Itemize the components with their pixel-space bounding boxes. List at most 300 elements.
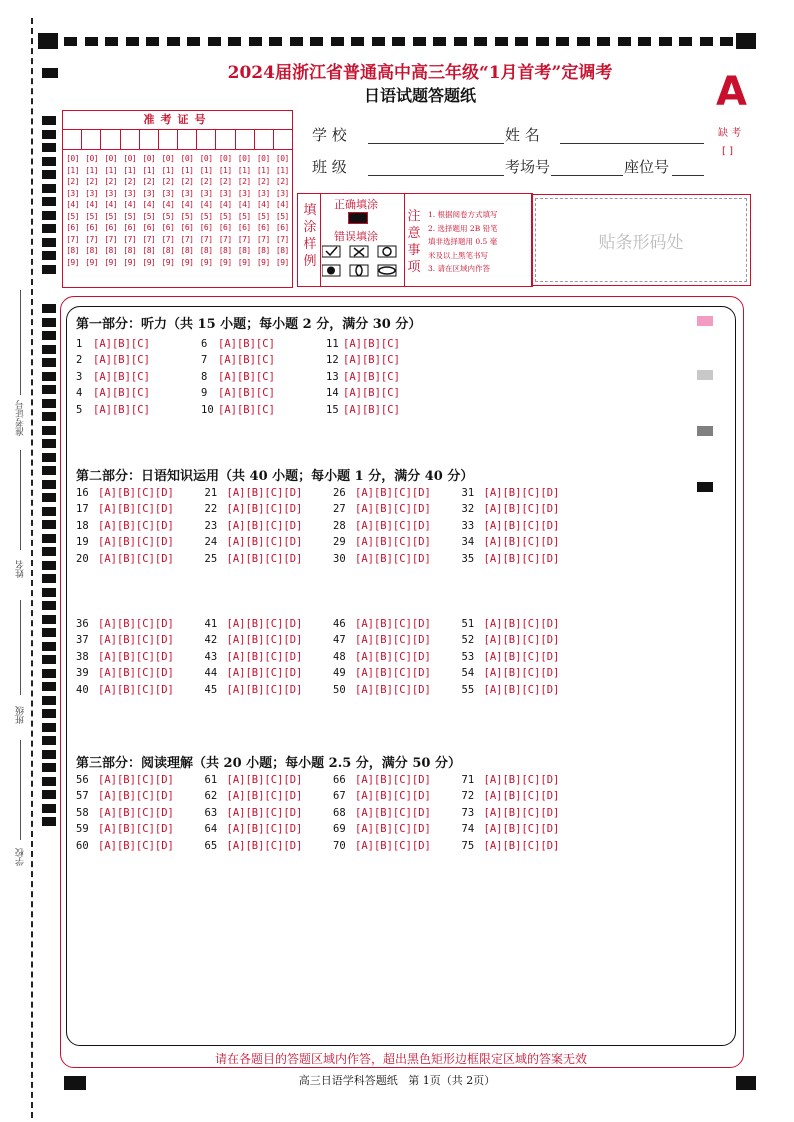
exam-id-bubble[interactable]: [5] <box>275 211 289 221</box>
exam-id-box[interactable] <box>255 130 274 149</box>
exam-id-bubble[interactable]: [4] <box>218 200 232 209</box>
answer-options[interactable]: [A][B][C][D] <box>98 683 174 696</box>
exam-id-bubble[interactable]: [7] <box>161 234 175 244</box>
answer-options[interactable]: [A][B][C][D] <box>98 519 174 532</box>
exam-id-bubble[interactable]: [4] <box>161 200 175 209</box>
answer-options[interactable]: [A][B][C] <box>218 370 275 383</box>
exam-id-box[interactable] <box>121 130 140 149</box>
exam-id-bubble[interactable]: [1] <box>66 165 80 175</box>
exam-id-bubble[interactable]: [4] <box>275 200 289 209</box>
timing-mark <box>42 520 56 529</box>
timing-mark <box>42 696 56 705</box>
exam-id-bubble[interactable]: [0] <box>66 154 80 163</box>
question-row <box>333 788 431 804</box>
answer-options[interactable]: [A][B][C][D] <box>355 806 431 819</box>
answer-options[interactable]: [A][B][C] <box>343 354 400 367</box>
answer-options[interactable]: [A][B][C][D] <box>226 667 303 680</box>
question-row <box>76 518 174 534</box>
question-column <box>333 485 431 567</box>
question-number: 32 <box>461 503 475 516</box>
answer-options[interactable]: [A][B][C][D] <box>226 487 303 499</box>
exam-id-box[interactable] <box>178 130 197 149</box>
exam-id-bubble[interactable]: [8] <box>85 246 99 255</box>
question-column <box>462 485 560 567</box>
timing-dash <box>331 37 344 46</box>
exam-id-bubble[interactable]: [3] <box>218 188 232 198</box>
question-number: 54 <box>461 667 475 680</box>
exam-id-bubble[interactable]: [4] <box>142 200 156 209</box>
exam-id-bubble[interactable]: [7] <box>142 234 156 244</box>
question-number: 56 <box>76 774 89 786</box>
question-number: 22 <box>204 503 218 516</box>
question-number: 74 <box>461 823 475 836</box>
question-number: 23 <box>204 519 218 532</box>
answer-options[interactable]: [A][B][C] <box>93 354 150 367</box>
exam-id-bubble[interactable]: [2] <box>218 177 232 186</box>
exam-id-bubble[interactable]: [8] <box>237 246 251 255</box>
question-number: 11 <box>326 338 339 350</box>
question-row <box>205 838 303 854</box>
answer-options[interactable]: [A][B][C] <box>93 338 150 350</box>
exam-id-bubble[interactable]: [0] <box>237 154 251 163</box>
answer-options[interactable]: [A][B][C][D] <box>98 823 174 836</box>
exam-id-bubble[interactable]: [7] <box>237 234 251 244</box>
question-number: 46 <box>333 618 346 630</box>
answer-options[interactable]: [A][B][C] <box>343 403 400 416</box>
answer-options[interactable]: [A][B][C][D] <box>98 503 174 516</box>
exam-id-box[interactable] <box>159 130 178 149</box>
question-row <box>76 632 174 648</box>
exam-id-box[interactable] <box>274 130 292 149</box>
answer-options[interactable]: [A][B][C] <box>218 387 275 400</box>
seat-field[interactable] <box>672 175 704 176</box>
question-row <box>462 805 560 821</box>
question-number: 63 <box>204 806 218 819</box>
timing-mark <box>42 116 56 125</box>
exam-id-bubble[interactable]: [5] <box>66 211 80 221</box>
timing-dash <box>105 37 118 46</box>
question-row <box>333 534 431 550</box>
question-row <box>76 649 174 665</box>
exam-id-bubble[interactable]: [2] <box>275 177 289 186</box>
exam-id-bubble[interactable]: [1] <box>142 165 156 175</box>
question-row <box>333 838 431 854</box>
question-row <box>462 501 560 517</box>
timing-dash <box>618 37 631 46</box>
exam-id-box[interactable] <box>197 130 216 149</box>
timing-mark <box>42 318 56 327</box>
answer-options[interactable]: [A][B][C] <box>218 403 275 416</box>
answer-options[interactable]: [A][B][C][D] <box>226 839 303 852</box>
timing-dash <box>413 37 426 46</box>
exam-id-bubble[interactable]: [9] <box>237 257 251 267</box>
answer-options[interactable]: [A][B][C][D] <box>226 634 303 647</box>
exam-id-bubble[interactable]: [2] <box>161 177 175 186</box>
exam-id-bubble[interactable]: [0] <box>142 154 156 163</box>
answer-options[interactable]: [A][B][C][D] <box>483 806 560 819</box>
exam-id-bubble[interactable]: [5] <box>123 211 137 221</box>
answer-options[interactable]: [A][B][C][D] <box>98 790 174 803</box>
exam-id-bubble[interactable]: [3] <box>256 188 270 198</box>
question-number: 42 <box>204 634 218 647</box>
answer-options[interactable]: [A][B][C][D] <box>226 683 303 696</box>
exam-id-bubble[interactable]: [8] <box>256 246 270 255</box>
timing-mark <box>42 790 56 799</box>
exam-id-bubble[interactable]: [5] <box>142 211 156 221</box>
exam-id-bubble[interactable]: [6] <box>256 223 270 232</box>
question-number: 66 <box>333 774 346 786</box>
exam-id-bubble[interactable]: [0] <box>180 154 194 163</box>
room-field[interactable] <box>551 175 623 176</box>
answer-options[interactable]: [A][B][C][D] <box>355 503 431 516</box>
exam-id-bubble[interactable]: [8] <box>161 246 175 255</box>
exam-id-bubble[interactable]: [9] <box>275 257 289 267</box>
exam-id-bubble[interactable]: [1] <box>237 165 251 175</box>
answer-options[interactable]: [A][B][C][D] <box>226 519 303 532</box>
exam-id-bubble[interactable]: [8] <box>123 246 137 255</box>
question-row <box>462 772 560 788</box>
answer-options[interactable]: [A][B][C][D] <box>98 634 174 647</box>
timing-mark <box>42 211 56 220</box>
timing-dash <box>433 37 446 46</box>
exam-id-bubble[interactable]: [8] <box>199 246 213 255</box>
exam-id-bubble[interactable]: [8] <box>275 246 289 255</box>
answer-options[interactable]: [A][B][C][D] <box>355 618 431 630</box>
timing-mark <box>42 170 56 179</box>
exam-id-bubble[interactable]: [8] <box>66 246 80 255</box>
question-row <box>205 665 303 681</box>
exam-id-bubble[interactable]: [5] <box>104 211 118 221</box>
exam-id-bubble[interactable]: [9] <box>142 257 156 267</box>
exam-id-bubble[interactable]: [1] <box>218 165 232 175</box>
answer-options[interactable]: [A][B][C][D] <box>483 683 560 696</box>
exam-id-bubble[interactable]: [2] <box>180 177 194 186</box>
exam-id-bubble[interactable]: [4] <box>180 200 194 209</box>
question-row <box>462 682 560 698</box>
exam-id-bubble[interactable]: [6] <box>123 223 137 232</box>
question-number: 7 <box>201 354 208 367</box>
exam-id-box[interactable] <box>82 130 101 149</box>
barcode-label: 贴条形码处 <box>535 198 747 282</box>
question-number: 44 <box>204 667 218 680</box>
cut-line <box>31 18 33 1118</box>
answer-options[interactable]: [A][B][C][D] <box>226 536 303 549</box>
exam-id-bubble[interactable]: [4] <box>104 200 118 209</box>
answer-options[interactable]: [A][B][C][D] <box>355 823 431 836</box>
exam-id-bubble[interactable]: [4] <box>199 200 213 209</box>
exam-id-bubble[interactable]: [5] <box>237 211 251 221</box>
exam-id-grid <box>62 110 293 288</box>
answer-options[interactable]: [A][B][C][D] <box>355 650 431 663</box>
exam-id-bubble[interactable]: [9] <box>218 257 232 267</box>
answer-options[interactable]: [A][B][C][D] <box>355 683 431 696</box>
answer-options[interactable]: [A][B][C][D] <box>355 790 431 803</box>
exam-id-bubble[interactable]: [4] <box>256 200 270 209</box>
answer-options[interactable]: [A][B][C][D] <box>483 487 560 499</box>
answer-options[interactable]: [A][B][C][D] <box>483 650 560 663</box>
answer-options[interactable]: [A][B][C][D] <box>483 774 560 786</box>
exam-id-box[interactable] <box>216 130 235 149</box>
side-label-school: 学校 <box>16 848 26 866</box>
answer-options[interactable]: [A][B][C][D] <box>355 536 431 549</box>
exam-id-bubble[interactable]: [8] <box>180 246 194 255</box>
exam-id-bubble[interactable]: [9] <box>199 257 213 267</box>
question-column <box>326 336 400 418</box>
answer-options[interactable]: [A][B][C][D] <box>226 650 303 663</box>
answer-options[interactable]: [A][B][C][D] <box>226 806 303 819</box>
exam-id-bubble[interactable]: [6] <box>104 223 118 232</box>
exam-id-bubble[interactable]: [2] <box>199 177 213 186</box>
exam-id-bubble[interactable]: [7] <box>218 234 232 244</box>
answer-options[interactable]: [A][B][C] <box>93 370 150 383</box>
exam-id-bubble[interactable]: [6] <box>180 223 194 232</box>
answer-options[interactable]: [A][B][C][D] <box>483 519 560 532</box>
answer-options[interactable]: [A][B][C][D] <box>226 552 303 565</box>
exam-id-bubble[interactable]: [1] <box>104 165 118 175</box>
question-number: 36 <box>76 618 89 630</box>
name-field[interactable] <box>560 143 704 144</box>
barcode-area <box>531 194 751 286</box>
exam-id-box[interactable] <box>236 130 255 149</box>
answer-options[interactable]: [A][B][C][D] <box>226 823 303 836</box>
answer-options[interactable]: [A][B][C][D] <box>483 618 560 630</box>
answer-options[interactable]: [A][B][C][D] <box>483 790 560 803</box>
question-number: 26 <box>333 487 346 499</box>
exam-id-bubble[interactable]: [7] <box>199 234 213 244</box>
exam-id-bubble[interactable]: [8] <box>142 246 156 255</box>
exam-id-bubble[interactable]: [3] <box>66 188 80 198</box>
question-row <box>326 369 400 385</box>
question-row <box>205 501 303 517</box>
answer-options[interactable]: [A][B][C] <box>343 338 400 350</box>
timing-mark <box>42 385 56 394</box>
room-label: 考场号 <box>505 158 551 176</box>
answer-options[interactable]: [A][B][C][D] <box>226 618 303 630</box>
answer-options[interactable]: [A][B][C] <box>218 338 275 350</box>
exam-id-box[interactable] <box>101 130 120 149</box>
exam-id-bubble[interactable]: [4] <box>123 200 137 209</box>
answer-options[interactable]: [A][B][C][D] <box>226 790 303 803</box>
exam-id-bubble[interactable]: [7] <box>256 234 270 244</box>
answer-options[interactable]: [A][B][C][D] <box>355 774 431 786</box>
timing-mark <box>42 426 56 435</box>
answer-options[interactable]: [A][B][C][D] <box>98 806 174 819</box>
timing-dash <box>597 37 610 46</box>
answer-options[interactable]: [A][B][C][D] <box>483 503 560 516</box>
answer-options[interactable]: [A][B][C][D] <box>98 487 174 499</box>
exam-id-bubble[interactable]: [7] <box>180 234 194 244</box>
exam-id-bubble[interactable]: [3] <box>237 188 251 198</box>
answer-options[interactable]: [A][B][C][D] <box>98 839 174 852</box>
exam-id-bubble[interactable]: [0] <box>275 154 289 163</box>
answer-options[interactable]: [A][B][C][D] <box>483 667 560 680</box>
timing-mark <box>42 453 56 462</box>
exam-id-bubble[interactable]: [9] <box>85 257 99 267</box>
exam-id-bubble[interactable]: [5] <box>218 211 232 221</box>
question-number: 2 <box>76 354 83 367</box>
answer-options[interactable]: [A][B][C][D] <box>355 839 431 852</box>
exam-id-bubble[interactable]: [6] <box>237 223 251 232</box>
question-row <box>462 821 560 837</box>
question-row <box>205 534 303 550</box>
exam-id-bubble[interactable]: [7] <box>104 234 118 244</box>
answer-options[interactable]: [A][B][C][D] <box>355 634 431 647</box>
question-row <box>205 649 303 665</box>
exam-id-bubble[interactable]: [0] <box>218 154 232 163</box>
question-row <box>333 682 431 698</box>
exam-id-bubble[interactable]: [5] <box>85 211 99 221</box>
exam-id-bubble[interactable]: [9] <box>104 257 118 267</box>
question-number: 73 <box>461 806 475 819</box>
timing-mark <box>42 601 56 610</box>
question-number: 37 <box>76 634 89 647</box>
exam-id-bubble[interactable]: [7] <box>123 234 137 244</box>
timing-mark <box>42 157 56 166</box>
class-field[interactable] <box>368 175 504 176</box>
exam-id-bubble[interactable]: [4] <box>66 200 80 209</box>
exam-id-bubble[interactable]: [1] <box>275 165 289 175</box>
answer-options[interactable]: [A][B][C][D] <box>98 536 174 549</box>
school-field[interactable] <box>368 143 504 144</box>
timing-mark <box>42 507 56 516</box>
answer-options[interactable]: [A][B][C][D] <box>483 823 560 836</box>
answer-options[interactable]: [A][B][C][D] <box>98 667 174 680</box>
exam-id-bubble[interactable]: [2] <box>104 177 118 186</box>
answer-options[interactable]: [A][B][C][D] <box>98 774 174 786</box>
answer-options[interactable]: [A][B][C][D] <box>98 650 174 663</box>
exam-id-bubble[interactable]: [2] <box>256 177 270 186</box>
exam-id-bubble[interactable]: [8] <box>218 246 232 255</box>
exam-id-box[interactable] <box>63 130 82 149</box>
answer-options[interactable]: [A][B][C][D] <box>226 503 303 516</box>
exam-id-bubble[interactable]: [9] <box>256 257 270 267</box>
exam-id-bubble[interactable]: [3] <box>161 188 175 198</box>
exam-id-bubble[interactable]: [2] <box>85 177 99 186</box>
exam-id-bubble[interactable]: [9] <box>161 257 175 267</box>
exam-id-bubble[interactable]: [0] <box>85 154 99 163</box>
exam-id-bubble[interactable]: [3] <box>142 188 156 198</box>
exam-id-bubble[interactable]: [9] <box>180 257 194 267</box>
answer-options[interactable]: [A][B][C][D] <box>483 552 560 565</box>
question-number: 13 <box>326 370 339 383</box>
exam-id-bubble[interactable]: [0] <box>104 154 118 163</box>
exam-id-bubble[interactable]: [2] <box>66 177 80 186</box>
question-number: 18 <box>76 519 89 532</box>
answer-options[interactable]: [A][B][C][D] <box>355 552 431 565</box>
answer-options[interactable]: [A][B][C][D] <box>483 839 560 852</box>
exam-id-bubble[interactable]: [1] <box>85 165 99 175</box>
answer-options[interactable]: [A][B][C][D] <box>483 536 560 549</box>
exam-id-bubble[interactable]: [3] <box>275 188 289 198</box>
exam-id-bubble[interactable]: [3] <box>85 188 99 198</box>
question-row <box>201 352 275 368</box>
answer-options[interactable]: [A][B][C][D] <box>483 634 560 647</box>
exam-id-bubble[interactable]: [6] <box>142 223 156 232</box>
exam-id-bubble[interactable]: [6] <box>85 223 99 232</box>
answer-options[interactable]: [A][B][C][D] <box>226 774 303 786</box>
answer-options[interactable]: [A][B][C] <box>343 387 400 400</box>
exam-id-bubble[interactable]: [1] <box>180 165 194 175</box>
exam-id-bubble[interactable]: [6] <box>66 223 80 232</box>
exam-id-bubble[interactable]: [5] <box>161 211 175 221</box>
question-number: 62 <box>204 790 218 803</box>
exam-id-bubble[interactable]: [6] <box>218 223 232 232</box>
question-row <box>205 788 303 804</box>
exam-id-bubble[interactable]: [3] <box>123 188 137 198</box>
exam-id-bubble[interactable]: [0] <box>256 154 270 163</box>
timing-mark <box>42 777 56 786</box>
answer-options[interactable]: [A][B][C][D] <box>355 667 431 680</box>
exam-id-bubble[interactable]: [1] <box>123 165 137 175</box>
corner-mark <box>736 1076 756 1090</box>
exam-id-bubble[interactable]: [7] <box>85 234 99 244</box>
exam-id-bubble[interactable]: [2] <box>123 177 137 186</box>
timing-dash <box>85 37 98 46</box>
exam-id-bubble[interactable]: [1] <box>199 165 213 175</box>
answer-options[interactable]: [A][B][C][D] <box>98 552 174 565</box>
exam-id-bubble[interactable]: [3] <box>180 188 194 198</box>
exam-id-bubble[interactable]: [0] <box>161 154 175 163</box>
timing-mark <box>42 493 56 502</box>
exam-id-bubble[interactable]: [0] <box>199 154 213 163</box>
exam-id-bubble[interactable]: [8] <box>104 246 118 255</box>
exam-id-bubble[interactable]: [4] <box>85 200 99 209</box>
exam-id-bubble[interactable]: [6] <box>275 223 289 232</box>
exam-id-bubble[interactable]: [6] <box>161 223 175 232</box>
question-row <box>462 838 560 854</box>
answer-options[interactable]: [A][B][C] <box>93 387 150 400</box>
answer-options[interactable]: [A][B][C][D] <box>355 487 431 499</box>
section-3-title: 第三部分：阅读理解（共 20 小题；每小题 2.5 分，满分 50 分） <box>76 756 461 771</box>
exam-id-bubble[interactable]: [0] <box>123 154 137 163</box>
timing-mark <box>42 466 56 475</box>
exam-id-bubble[interactable]: [6] <box>199 223 213 232</box>
answer-options[interactable]: [A][B][C] <box>93 403 150 416</box>
exam-id-bubble[interactable]: [5] <box>256 211 270 221</box>
exam-id-bubble[interactable]: [9] <box>66 257 80 267</box>
timing-mark <box>42 184 56 193</box>
answer-options[interactable]: [A][B][C] <box>343 370 400 383</box>
exam-id-bubble[interactable]: [3] <box>199 188 213 198</box>
answer-options[interactable]: [A][B][C][D] <box>98 618 174 630</box>
exam-id-bubble[interactable]: [5] <box>199 211 213 221</box>
timing-dash <box>454 37 467 46</box>
exam-id-bubble[interactable]: [1] <box>256 165 270 175</box>
question-number: 52 <box>461 634 475 647</box>
timing-mark <box>42 574 56 583</box>
timing-mark <box>42 588 56 597</box>
notes-label: 注 意 事 项 <box>407 209 421 275</box>
answer-options[interactable]: [A][B][C][D] <box>355 519 431 532</box>
exam-id-box[interactable] <box>140 130 159 149</box>
timing-dash <box>372 37 385 46</box>
exam-id-bubble[interactable]: [2] <box>237 177 251 186</box>
exam-id-bubble[interactable]: [5] <box>180 211 194 221</box>
exam-id-bubble[interactable]: [9] <box>123 257 137 267</box>
timing-dash <box>126 37 139 46</box>
absent-checkbox[interactable]: [ ] <box>722 146 733 157</box>
question-column <box>76 485 174 567</box>
section-2-title: 第二部分：日语知识运用（共 40 小题；每小题 1 分，满分 40 分） <box>76 469 474 484</box>
timing-dash <box>495 37 508 46</box>
exam-id-bubble[interactable]: [3] <box>104 188 118 198</box>
exam-id-bubble[interactable]: [4] <box>237 200 251 209</box>
exam-id-bubble[interactable]: [1] <box>161 165 175 175</box>
exam-id-bubble[interactable]: [7] <box>66 234 80 244</box>
exam-id-bubble[interactable]: [7] <box>275 234 289 244</box>
answer-options[interactable]: [A][B][C] <box>218 354 275 367</box>
exam-id-bubble[interactable]: [2] <box>142 177 156 186</box>
